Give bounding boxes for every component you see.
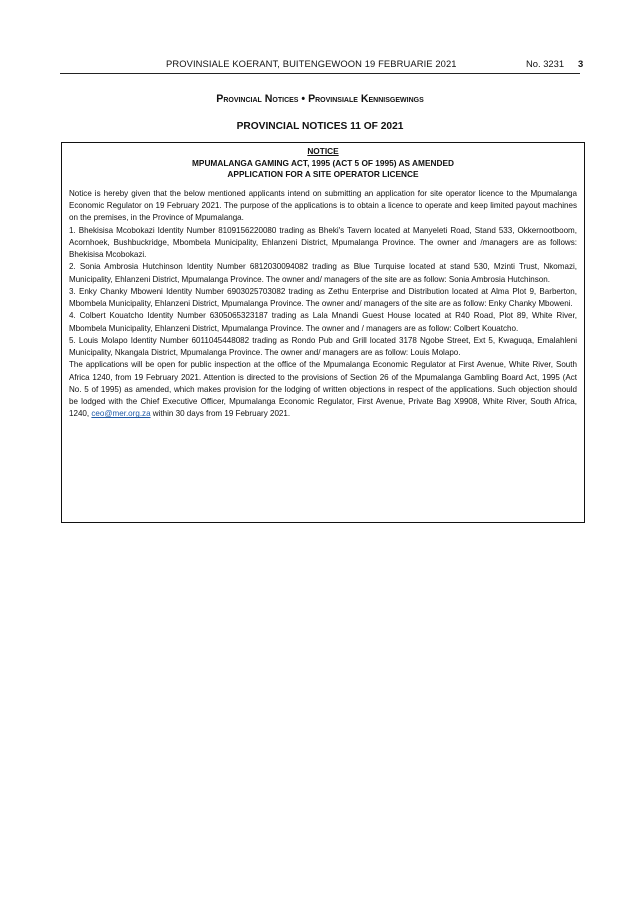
- email-link[interactable]: ceo@mer.org.za: [91, 409, 151, 419]
- notice-body: [69, 188, 577, 421]
- closing-text: The applications will be open for public inspection at the office of the Mpumalanga Economic Regulator at First Avenue, White River, South Africa 1240, from 19 February 2021. Attention is directed to the provisions of Section 26 of the Mpumalanga Gambling Board Act, 1995 (Act No. 5 of 1995) as amended, which makes provision for the lodging of written objections in respect of the applications. Such objection should be lodged with the Chief Executive Officer, Mpumalanga Economic Regulator, First Avenue, Private Bag X9908, White River, South Africa, 1240,: [69, 360, 577, 419]
- notice-subject: APPLICATION FOR A SITE OPERATOR LICENCE: [227, 169, 419, 180]
- running-header: [0, 58, 640, 70]
- applicant-1: 1. Bhekisisa Mcobokazi Identity Number 8109156220080 trading as Bheki's Tavern located at Manyeleti Road, Stand 533, Okkernootboom, Acornhoek, Bushbuckridge, Mbombela Municipality, Ehlanzeni District, Mpumalanga Province. The owner and /managers are as follows: Bhekisisa Mcobokazi.: [69, 225, 577, 260]
- notices-title: PROVINCIAL NOTICES 11 OF 2021: [236, 121, 404, 132]
- closing-end: within 30 days from 19 February 2021.: [150, 409, 291, 419]
- gazette-number: No. 3231: [526, 58, 565, 69]
- notice-act: MPUMALANGA GAMING ACT, 1995 (ACT 5 OF 1995) AS AMENDED: [192, 157, 454, 168]
- section-title: Provincial Notices • Provinsiale Kennisgewings: [216, 93, 424, 105]
- gazette-title: PROVINSIALE KOERANT, BUITENGEWOON 19 FEBRUARIE 2021: [166, 58, 457, 69]
- notice-closing: [69, 359, 577, 420]
- applicant-4: 4. Colbert Kouatcho Identity Number 6305065323187 trading as Lala Mnandi Guest House located at R40 Road, Plot 89, White River, Mbombela Municipality, Ehlanzeni District, Mpumalanga Province. The owner and / managers are as follow: Colbert Kouatcho.: [69, 311, 577, 333]
- applicant-3: 3. Enky Chanky Mboweni Identity Number 6903025703082 trading as Zethu Enterprise and Distribution located at Alma Plot 9, Barberton, Mbombela Municipality, Ehlanzeni District, Mpumalanga Province. The owner and/ managers of the site are as follow: Enky Chanky Mboweni.: [69, 286, 577, 309]
- notice-label: NOTICE: [307, 146, 339, 156]
- header-rule: [60, 73, 580, 74]
- applicant-2: 2. Sonia Ambrosia Hutchinson Identity Number 6812030094082 trading as Blue Turquise located at stand 530, Mzinti Trust, Nkomazi, Municipality, Ehlanzeni District, Mpumalanga Province. The owner and/ managers of the site are as follow: Sonia Ambrosia Hutchinson.: [69, 262, 577, 284]
- notice-intro: Notice is hereby given that the below mentioned applicants intend on submitting an application for site operator licence to the Mpumalanga Economic Regulator on 19 February 2021. The purpose of the applications is to obtain a licence to operate and keep limited payout machines on the premises, in the Province of Mpumalanga.: [69, 188, 577, 223]
- applicant-5: 5. Louis Molapo Identity Number 6011045448082 trading as Rondo Pub and Grill located 3178 Ngobe Street, Ext 5, Kwaguqa, Emalahleni Municipality, Nkangala District, Mpumalanga Province. The owner and/ managers are as follow: Louis Molapo.: [69, 335, 577, 358]
- page-number: 3: [578, 58, 584, 69]
- notice-box: [61, 142, 585, 523]
